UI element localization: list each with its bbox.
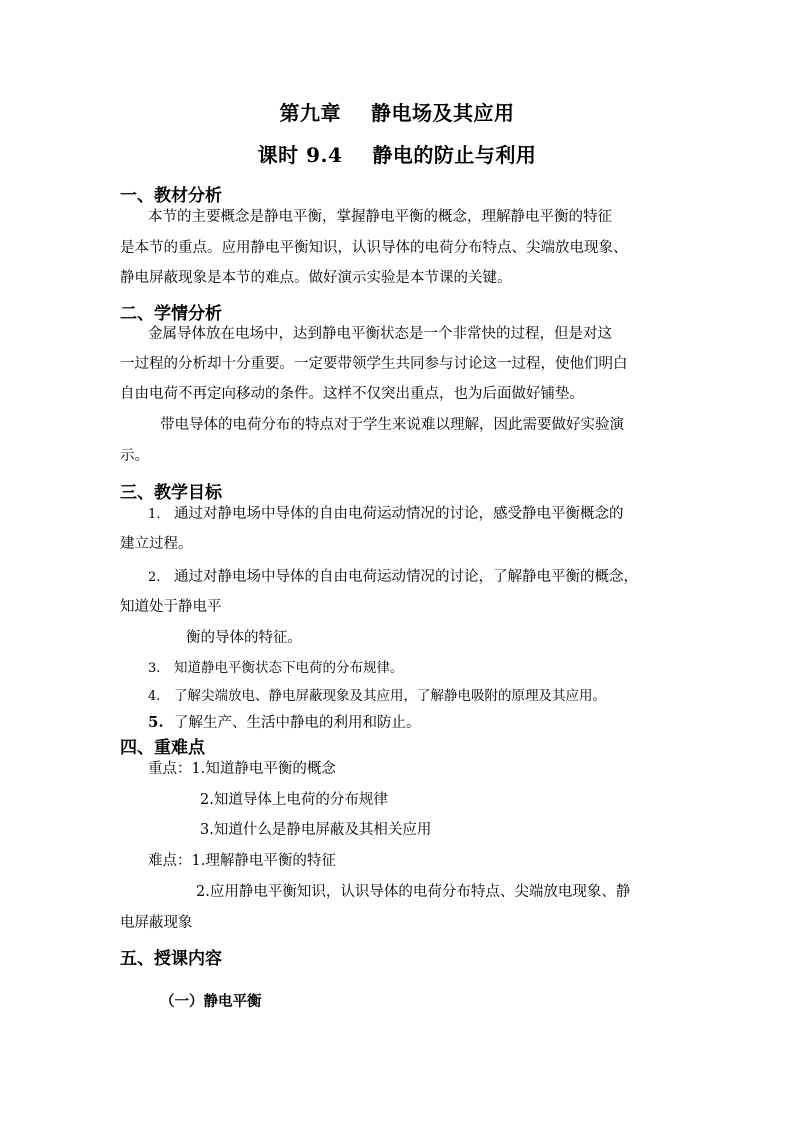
lesson-title <box>0 139 794 168</box>
paragraph-line: 是本节的重点。应用静电平衡知识，认识导体的电荷分布特点、尖端放电现象、 <box>120 240 628 256</box>
lesson-name: 静电的防止与利用 <box>372 143 537 167</box>
subsection-heading: （一）静电平衡 <box>160 993 262 1010</box>
list-text: 通过对静电场中导体的自由电荷运动情况的讨论，了解静电平衡的概念， <box>174 569 638 585</box>
list-number: 5. <box>148 713 164 731</box>
paragraph-line: 带电导体的电荷分布的特点对于学生来说难以理解，因此需要做好实验演 <box>160 417 624 433</box>
list-text: 了解尖端放电、静电屏蔽现象及其应用，了解静电吸附的原理及其应用。 <box>174 688 606 704</box>
list-item-continuation: 建立过程。 <box>120 536 193 552</box>
list-item <box>148 711 421 732</box>
list-text: 了解生产、生活中静电的利用和防止。 <box>174 715 421 731</box>
section-heading-student-analysis: 二、学情分析 <box>120 304 222 324</box>
list-text: 知道静电平衡状态下电荷的分布规律。 <box>174 660 404 676</box>
difficult-point-item: 2.应用静电平衡知识，认识导体的电荷分布特点、尖端放电现象、静 <box>196 884 631 900</box>
section-heading-teaching-goals: 三、教学目标 <box>120 483 222 503</box>
paragraph-line: 金属导体放在电场中，达到静电平衡状态是一个非常快的过程，但是对这 <box>148 326 612 342</box>
section-heading-lesson-content: 五、授课内容 <box>120 949 222 969</box>
difficult-point-item: 1.理解静电平衡的特征 <box>191 853 336 869</box>
chapter-number: 第九章 <box>279 101 341 125</box>
lesson-number: 课时 9.4 <box>257 143 343 167</box>
key-point-item: 1.知道静电平衡的概念 <box>191 761 336 777</box>
paragraph-line: 本节的主要概念是静电平衡，掌握静电平衡的概念，理解静电平衡的特征 <box>148 209 612 225</box>
list-number: 1. <box>148 507 161 522</box>
paragraph-line: 静电屏蔽现象是本节的难点。做好演示实验是本节课的关键。 <box>120 270 512 286</box>
section-heading-key-difficult-points: 四、重难点 <box>120 738 205 758</box>
list-item <box>148 656 404 676</box>
section-heading-textbook-analysis: 一、教材分析 <box>120 186 222 206</box>
difficult-points-label: 难点： <box>148 853 192 869</box>
list-number: 3. <box>148 661 161 676</box>
list-item <box>148 502 624 523</box>
paragraph-line: 自由电荷不再定向移动的条件。这样不仅突出重点，也为后面做好铺垫。 <box>120 386 584 402</box>
list-item <box>148 565 638 586</box>
chapter-name: 静电场及其应用 <box>371 101 515 125</box>
list-number: 4. <box>148 689 161 704</box>
list-item-continuation: 知道处于静电平 <box>120 599 222 615</box>
key-point-item: 2.知道导体上电荷的分布规律 <box>200 792 388 808</box>
list-item <box>148 684 606 704</box>
key-points-label: 重点： <box>148 761 192 777</box>
key-point-item: 3.知道什么是静电屏蔽及其相关应用 <box>200 822 432 838</box>
list-text: 通过对静电场中导体的自由电荷运动情况的讨论，感受静电平衡概念的 <box>174 506 624 522</box>
paragraph-line: 一过程的分析却十分重要。一定要带领学生共同参与讨论这一过程，使他们明白 <box>120 356 628 372</box>
difficult-point-item: 电屏蔽现象 <box>120 915 193 931</box>
difficult-points-line <box>148 849 336 870</box>
list-item-continuation: 衡的导体的特征。 <box>186 630 302 646</box>
list-number: 2. <box>148 570 161 585</box>
key-points-line <box>148 757 336 778</box>
paragraph-line: 示。 <box>120 448 149 464</box>
chapter-title <box>0 97 794 126</box>
